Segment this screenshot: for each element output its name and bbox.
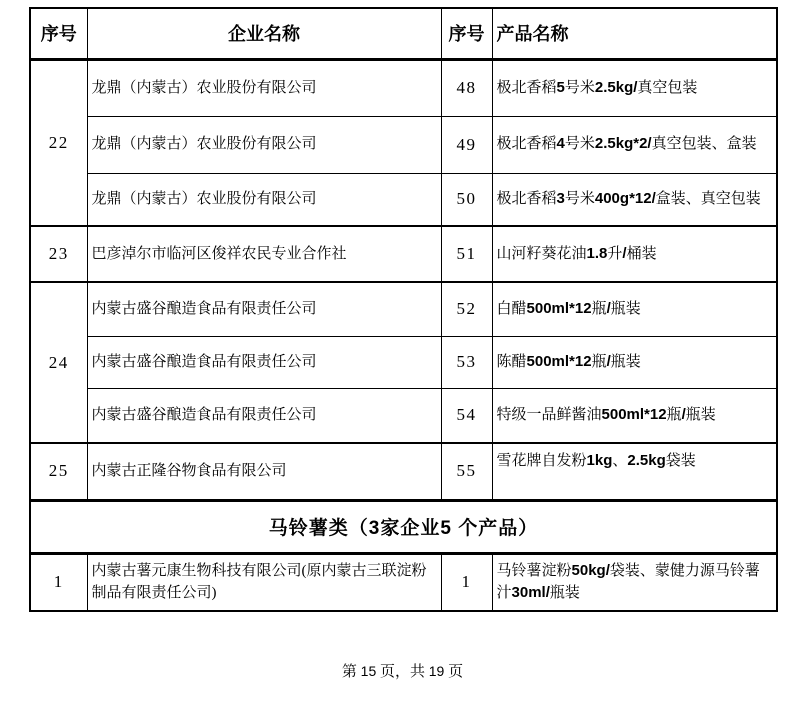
company-cell: 内蒙古正隆谷物食品有限公司: [87, 443, 441, 500]
product-cell: 特级一品鲜酱油500ml*12瓶/瓶装: [492, 388, 777, 443]
table-row: [30, 443, 777, 500]
company-seq-cell: 22: [30, 59, 87, 226]
col-header-serial-right: 序号: [441, 8, 492, 59]
company-cell: 龙鼎（内蒙古）农业股份有限公司: [87, 59, 441, 116]
company-cell: 内蒙古盛谷酿造食品有限责任公司: [87, 282, 441, 336]
product-seq-cell: 55: [441, 443, 492, 500]
category-section-row: [30, 500, 777, 553]
product-cell: 极北香稻3号米400g*12/盒装、真空包装: [492, 173, 777, 226]
product-seq-cell: 51: [441, 226, 492, 282]
col-header-serial-left: 序号: [30, 8, 87, 59]
col-header-company: 企业名称: [87, 8, 441, 59]
page-number-footer: 第 15 页，共 19 页: [341, 663, 464, 680]
product-seq-cell: 52: [441, 282, 492, 336]
company-seq-cell: 23: [30, 226, 87, 282]
company-cell: 内蒙古盛谷酿造食品有限责任公司: [87, 388, 441, 443]
company-cell: 龙鼎（内蒙古）农业股份有限公司: [87, 173, 441, 226]
product-cell: 白醋500ml*12瓶/瓶装: [492, 282, 777, 336]
table-row: [30, 553, 777, 611]
product-cell: 雪花牌自发粉1kg、2.5kg袋装: [492, 443, 777, 500]
col-header-product: 产品名称: [492, 8, 777, 59]
product-seq-cell: 49: [441, 116, 492, 173]
product-cell: 马铃薯淀粉50kg/袋装、蒙健力源马铃薯汁30ml/瓶装: [492, 553, 777, 611]
company-seq-cell: 24: [30, 282, 87, 443]
company-cell: 内蒙古盛谷酿造食品有限责任公司: [87, 336, 441, 388]
table-row: [30, 282, 777, 336]
products-table: [29, 7, 778, 612]
company-cell: 巴彦淖尔市临河区俊祥农民专业合作社: [87, 226, 441, 282]
product-seq-cell: 53: [441, 336, 492, 388]
table-row: [30, 116, 777, 173]
product-seq-cell: 54: [441, 388, 492, 443]
product-cell: 山河籽葵花油1.8升/桶装: [492, 226, 777, 282]
table-row: [30, 59, 777, 116]
table-row: [30, 388, 777, 443]
category-section-title: 马铃薯类（3家企业5 个产品）: [30, 500, 777, 553]
product-cell: 极北香稻4号米2.5kg*2/真空包装、盒装: [492, 116, 777, 173]
product-seq-cell: 48: [441, 59, 492, 116]
product-cell: 陈醋500ml*12瓶/瓶装: [492, 336, 777, 388]
company-seq-cell: 25: [30, 443, 87, 500]
product-seq-cell: 1: [441, 553, 492, 611]
company-cell: 内蒙古薯元康生物科技有限公司(原内蒙古三联淀粉制品有限责任公司): [87, 553, 441, 611]
table-row: [30, 226, 777, 282]
product-cell: 极北香稻5号米2.5kg/真空包装: [492, 59, 777, 116]
table-row: [30, 336, 777, 388]
product-seq-cell: 50: [441, 173, 492, 226]
company-cell: 龙鼎（内蒙古）农业股份有限公司: [87, 116, 441, 173]
table-header-row: [30, 8, 777, 59]
table-row: [30, 173, 777, 226]
company-seq-cell: 1: [30, 553, 87, 611]
